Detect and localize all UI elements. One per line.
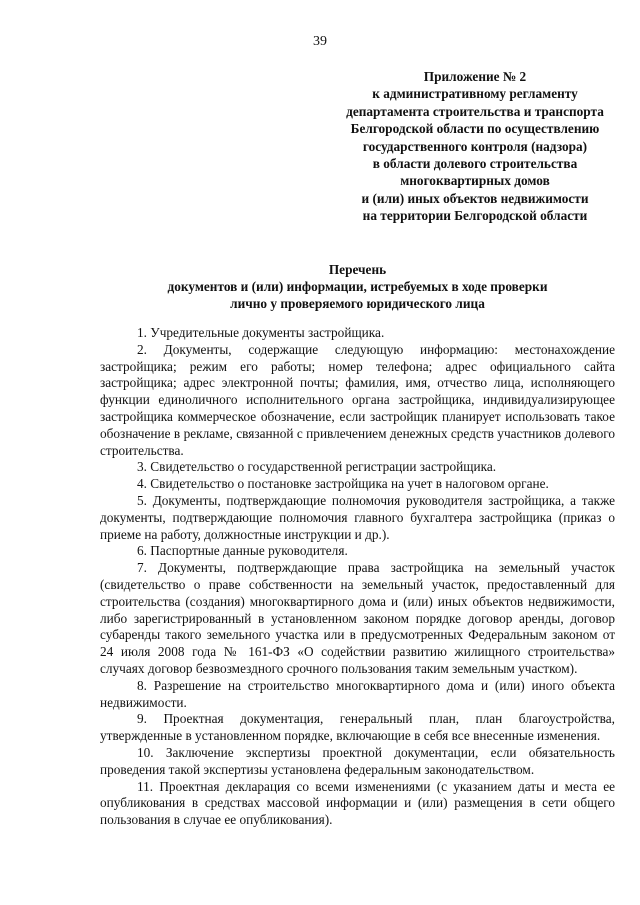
title-line: документов и (или) информации, истребуемых в ходе проверки [167,279,548,294]
appendix-header [335,68,615,225]
appendix-line: Приложение № 2 [423,69,527,84]
appendix-line: на территории Белгородской области [362,208,588,224]
list-item: 5. Документы, подтверждающие полномочия руководителя застройщика, а также документы, подтверждающие полномочия главного бухгалтера застройщика (приказ о приеме на работу, должностные инструкции и др.). [100,492,615,542]
document-list [100,325,615,829]
appendix-line: государственного контроля (надзора) [362,138,588,154]
list-item: 7. Документы, подтверждающие права застройщика на земельный участок (свидетельство о праве собственности на земельный участок, предоставленный для строительства (создания) многоквартирного дома и (или) иных объектов недвижимости, либо зарегистрированный в установленном законом порядке договор аренды, договор субаренды такого земельного участка или в предусмотренных Федеральным законом от 24 июля 2008 года № 161-ФЗ «О содействии развитию жилищного строительства» случаях договор безвозмездного срочного пользования таким земельным участком). [100,560,615,676]
appendix-line: департамента строительства и транспорта [346,103,604,119]
list-item: 10. Заключение экспертизы проектной документации, если обязательность проведения такой экспертизы установлена федеральным законодательством. [100,744,615,777]
title-line: лично у проверяемого юридического лица [230,296,485,311]
appendix-line: в области долевого строительства [372,156,578,172]
list-item: 1. Учредительные документы застройщика. [137,325,385,340]
list-item: 11. Проектная декларация со всеми изменениями (с указанием даты и места ее опубликования в средствах массовой информации и (или) размещения в сети общего пользования в случае ее опубликования). [100,778,615,828]
list-item: 2. Документы, содержащие следующую информацию: местонахождение застройщика; режим его работы; номер телефона; адрес официального сайта застройщика; адрес электронной почты; фамилия, имя, отчество лица, исполняющего функции единоличного исполнительного органа застройщика, индивидуализирующее застройщика коммерческое обозначение, если застройщик планирует использовать такое обозначение в рекламе, связанной с привлечением денежных средств участников долевого строительства. [100,341,615,458]
list-item: 3. Свидетельство о государственной регистрации застройщика. [137,459,497,475]
list-item: 9. Проектная документация, генеральный план, план благоустройства, утвержденные в установленном порядке, включающие в себя все внесенные изменения. [100,711,615,744]
appendix-line: к административному регламенту [372,86,578,102]
list-item: 8. Разрешение на строительство многоквартирного дома и (или) иного объекта недвижимости. [100,677,615,710]
document-title [100,261,615,312]
list-item: 6. Паспортные данные руководителя. [137,543,348,559]
appendix-line: Белгородской области по осуществлению [350,121,600,137]
appendix-line: многоквартирных домов [400,173,550,189]
title-line: Перечень [328,262,387,277]
page-number: 39 [313,34,327,49]
list-item: 4. Свидетельство о постановке застройщика на учет в налоговом органе. [137,476,549,492]
appendix-line: и (или) иных объектов недвижимости [361,190,589,206]
